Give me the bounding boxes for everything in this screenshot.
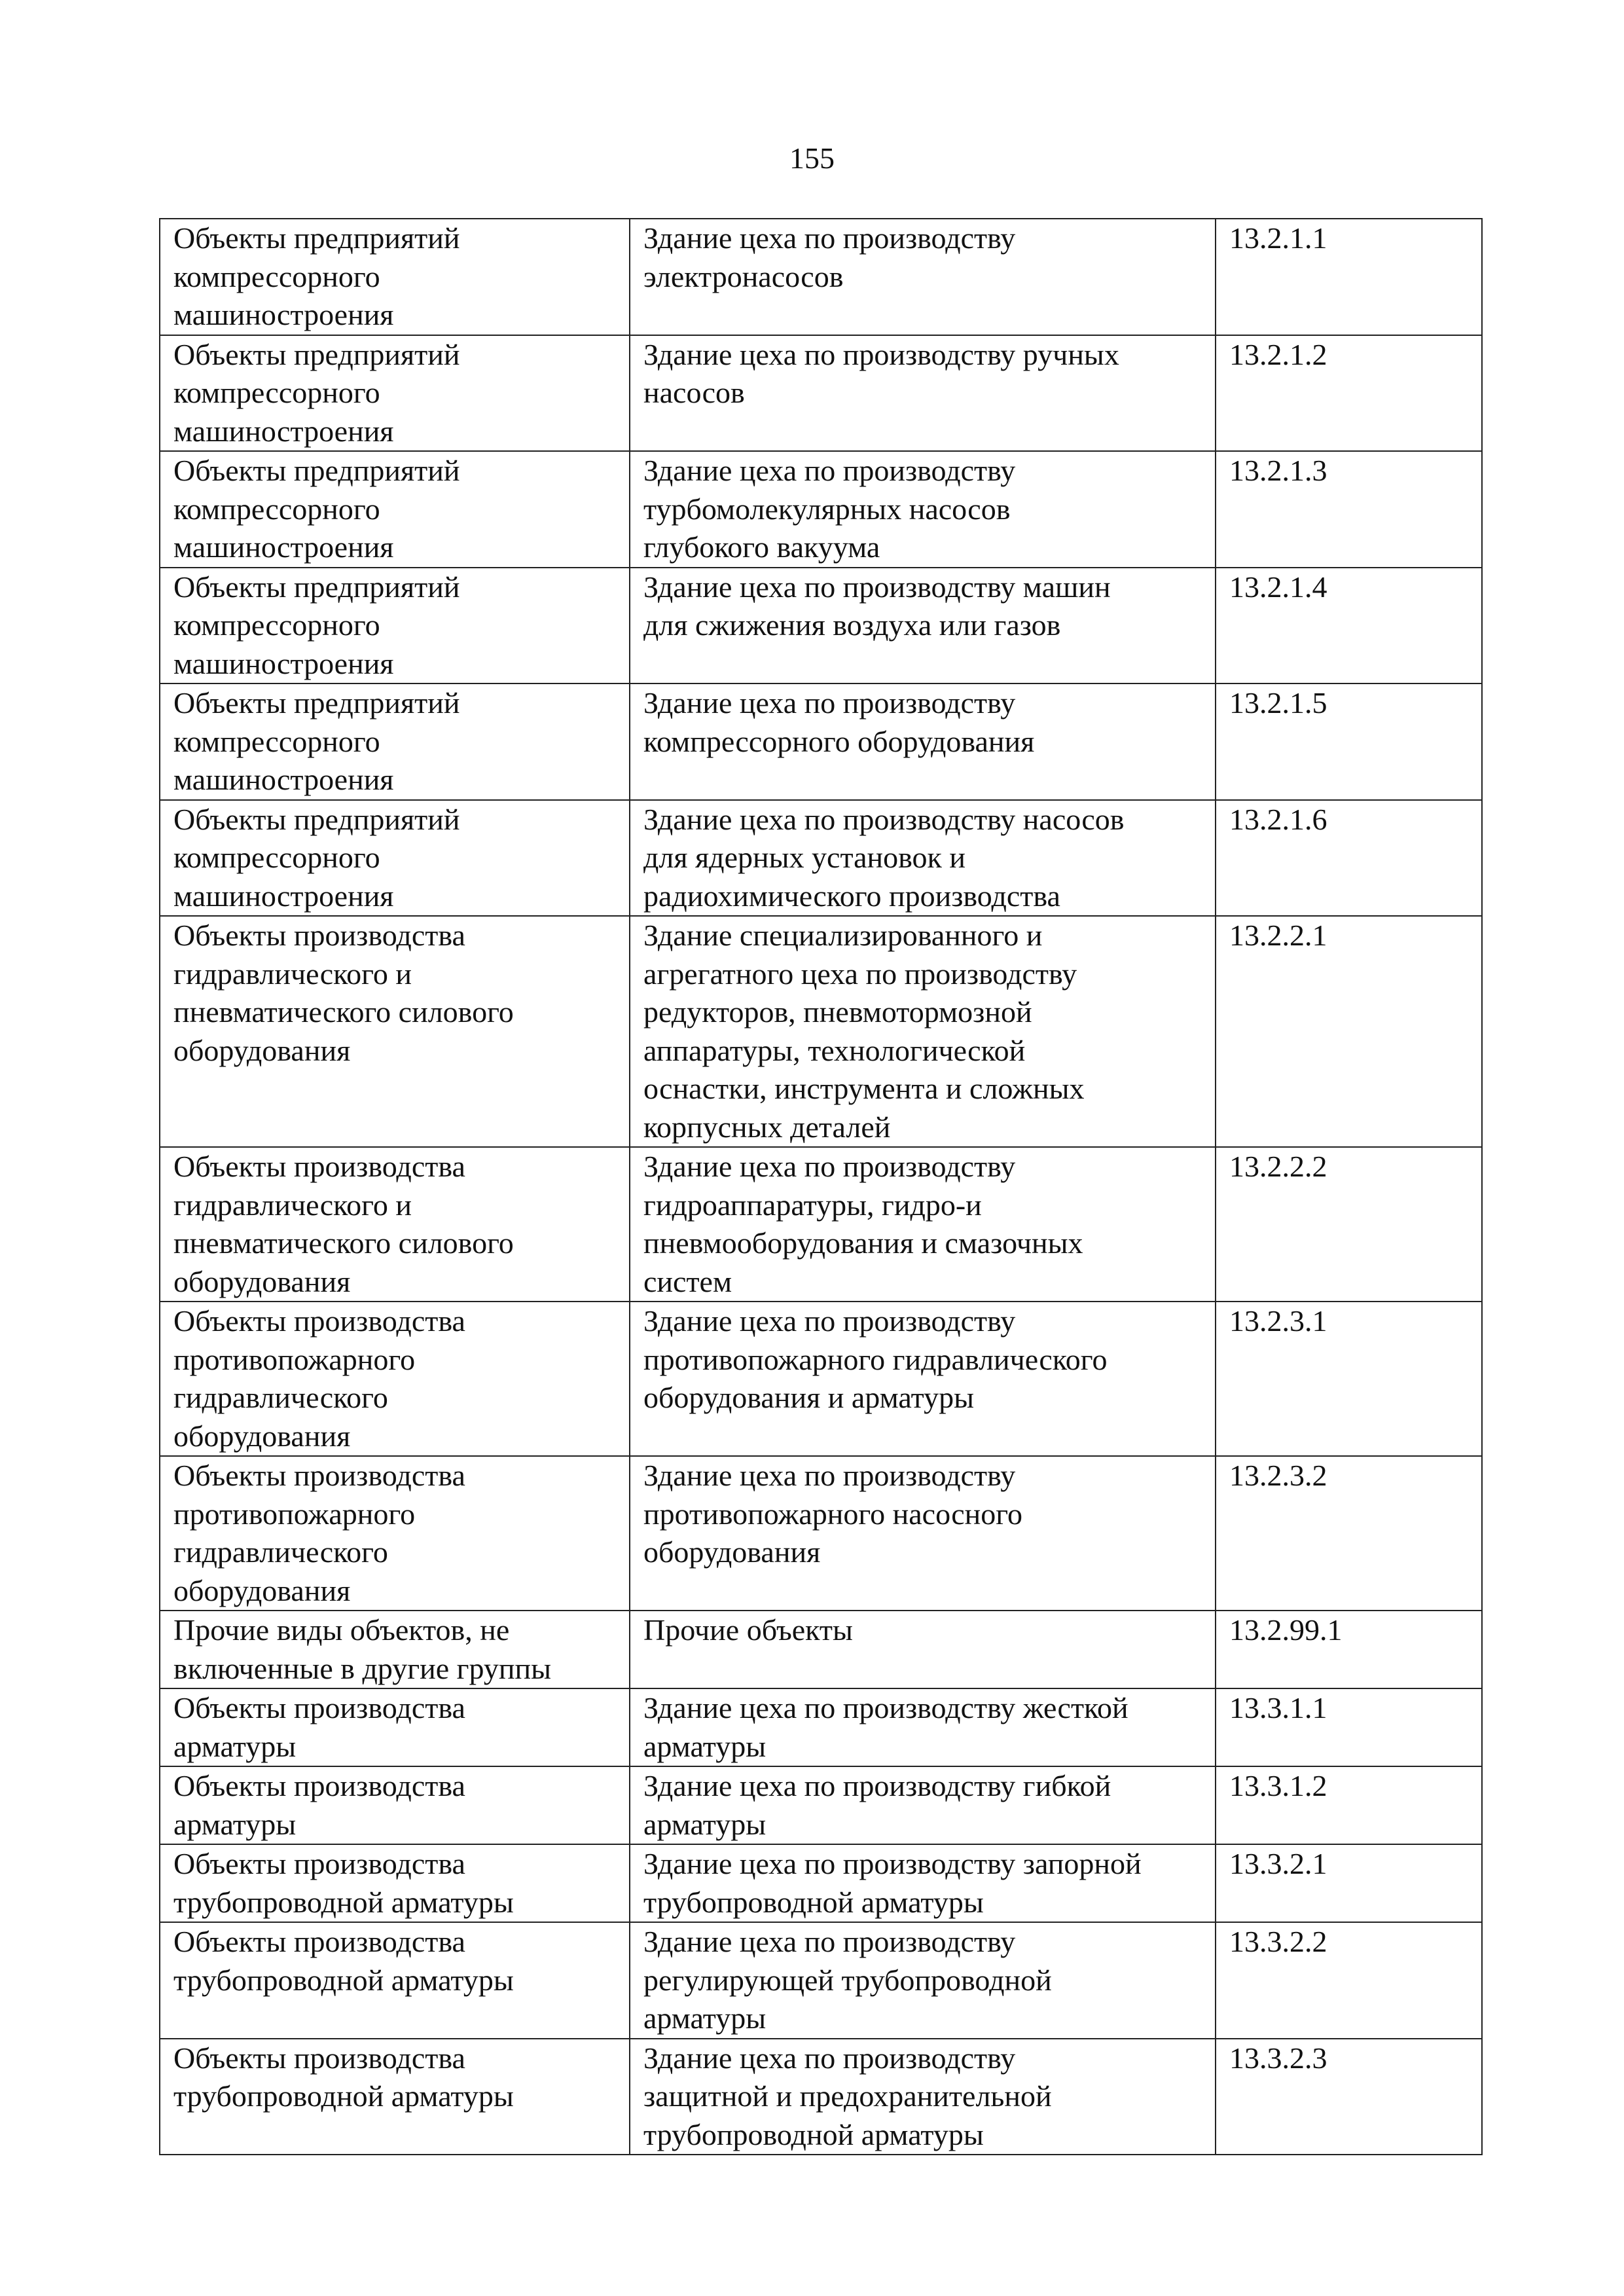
group-text: Объекты производства трубопроводной арматуры — [173, 1925, 514, 1997]
group-text: Объекты производства противопожарного гидравлического оборудования — [173, 1459, 465, 1607]
group-text: Объекты производства гидравлического и пневматического силового оборудования — [173, 1150, 514, 1298]
code-text: 13.3.2.1 — [1229, 1847, 1327, 1880]
object-text: Здание цеха по производству жесткой арматуры — [643, 1691, 1128, 1763]
object-text: Здание специализированного и агрегатного цеха по производству редукторов, пневмотормозной аппаратуры, технологической оснастки, инструмента и сложных корпусных деталей — [643, 919, 1085, 1144]
group-cell — [160, 1688, 630, 1766]
code-text: 13.2.1.3 — [1229, 454, 1327, 487]
table-row — [160, 1688, 1482, 1766]
code-cell — [1216, 683, 1482, 800]
object-cell — [630, 916, 1216, 1147]
code-cell — [1216, 1611, 1482, 1688]
code-cell — [1216, 335, 1482, 452]
code-text: 13.3.1.2 — [1229, 1769, 1327, 1802]
code-text: 13.3.2.3 — [1229, 2041, 1327, 2075]
table-row — [160, 916, 1482, 1147]
group-cell — [160, 335, 630, 452]
code-cell — [1216, 1302, 1482, 1456]
object-cell — [630, 1456, 1216, 1611]
page-number: 155 — [789, 141, 835, 175]
code-text: 13.2.1.5 — [1229, 686, 1327, 720]
group-cell — [160, 451, 630, 568]
code-text: 13.3.1.1 — [1229, 1691, 1327, 1724]
table-row — [160, 1456, 1482, 1611]
group-cell — [160, 683, 630, 800]
code-text: 13.2.3.2 — [1229, 1459, 1327, 1492]
group-cell — [160, 2039, 630, 2155]
group-text: Объекты производства трубопроводной арматуры — [173, 1847, 514, 1919]
code-cell — [1216, 1688, 1482, 1766]
object-text: Здание цеха по производству электронасосов — [643, 221, 1016, 293]
object-cell — [630, 1611, 1216, 1688]
code-cell — [1216, 451, 1482, 568]
code-text: 13.2.2.2 — [1229, 1150, 1327, 1183]
code-text: 13.2.1.6 — [1229, 802, 1327, 836]
code-cell — [1216, 568, 1482, 684]
object-text: Здание цеха по производству регулирующей трубопроводной арматуры — [643, 1925, 1052, 2035]
code-cell — [1216, 1147, 1482, 1302]
code-cell — [1216, 2039, 1482, 2155]
code-text: 13.3.2.2 — [1229, 1925, 1327, 1958]
code-text: 13.2.3.1 — [1229, 1304, 1327, 1338]
table-row — [160, 219, 1482, 335]
object-text: Прочие объекты — [643, 1613, 853, 1647]
group-cell — [160, 1147, 630, 1302]
code-cell — [1216, 1456, 1482, 1611]
object-text: Здание цеха по производству компрессорного оборудования — [643, 686, 1035, 758]
object-text: Здание цеха по производству турбомолекулярных насосов глубокого вакуума — [643, 454, 1016, 564]
group-cell — [160, 1922, 630, 2039]
group-text: Объекты предприятий компрессорного машиностроения — [173, 686, 460, 796]
table-row — [160, 335, 1482, 452]
table-row — [160, 1922, 1482, 2039]
group-text: Объекты производства противопожарного гидравлического оборудования — [173, 1304, 465, 1453]
table-row — [160, 683, 1482, 800]
object-cell — [630, 1147, 1216, 1302]
object-text: Здание цеха по производству противопожарного гидравлического оборудования и арматуры — [643, 1304, 1108, 1414]
group-cell — [160, 1766, 630, 1844]
group-text: Объекты производства арматуры — [173, 1691, 465, 1763]
group-text: Объекты предприятий компрессорного машиностроения — [173, 454, 460, 564]
object-cell — [630, 335, 1216, 452]
code-cell — [1216, 1922, 1482, 2039]
code-text: 13.2.2.1 — [1229, 919, 1327, 952]
group-text: Объекты производства трубопроводной арматуры — [173, 2041, 514, 2113]
group-cell — [160, 916, 630, 1147]
table-row — [160, 1844, 1482, 1922]
table-row — [160, 2039, 1482, 2155]
group-cell — [160, 800, 630, 917]
table-row — [160, 451, 1482, 568]
code-cell — [1216, 916, 1482, 1147]
group-cell — [160, 219, 630, 335]
object-cell — [630, 800, 1216, 917]
object-cell — [630, 1922, 1216, 2039]
table-row — [160, 1147, 1482, 1302]
table-row — [160, 800, 1482, 917]
object-text: Здание цеха по производству защитной и предохранительной трубопроводной арматуры — [643, 2041, 1052, 2151]
object-cell — [630, 1766, 1216, 1844]
group-cell — [160, 1611, 630, 1688]
object-text: Здание цеха по производству ручных насосов — [643, 337, 1119, 409]
group-text: Объекты предприятий компрессорного машиностроения — [173, 570, 460, 680]
object-cell — [630, 568, 1216, 684]
code-text: 13.2.1.2 — [1229, 337, 1327, 371]
code-cell — [1216, 1844, 1482, 1922]
code-cell — [1216, 800, 1482, 917]
object-cell — [630, 1844, 1216, 1922]
object-text: Здание цеха по производству запорной трубопроводной арматуры — [643, 1847, 1142, 1919]
group-text: Объекты предприятий компрессорного машиностроения — [173, 221, 460, 331]
group-cell — [160, 1456, 630, 1611]
group-text: Объекты производства гидравлического и пневматического силового оборудования — [173, 919, 514, 1067]
code-text: 13.2.1.1 — [1229, 221, 1327, 255]
group-text: Объекты предприятий компрессорного машиностроения — [173, 802, 460, 913]
object-cell — [630, 2039, 1216, 2155]
object-cell — [630, 683, 1216, 800]
code-text: 13.2.1.4 — [1229, 570, 1327, 604]
table-row — [160, 1302, 1482, 1456]
object-cell — [630, 1688, 1216, 1766]
object-text: Здание цеха по производству машин для сжижения воздуха или газов — [643, 570, 1111, 642]
table-row — [160, 568, 1482, 684]
classification-table — [159, 218, 1483, 2155]
code-text: 13.2.99.1 — [1229, 1613, 1343, 1647]
group-text: Объекты производства арматуры — [173, 1769, 465, 1841]
group-cell — [160, 1302, 630, 1456]
group-cell — [160, 1844, 630, 1922]
table-row — [160, 1611, 1482, 1688]
object-cell — [630, 1302, 1216, 1456]
object-cell — [630, 219, 1216, 335]
code-cell — [1216, 1766, 1482, 1844]
object-text: Здание цеха по производству насосов для ядерных установок и радиохимического производства — [643, 802, 1125, 913]
object-cell — [630, 451, 1216, 568]
code-cell — [1216, 219, 1482, 335]
table-row — [160, 1766, 1482, 1844]
object-text: Здание цеха по производству гибкой арматуры — [643, 1769, 1111, 1841]
group-cell — [160, 568, 630, 684]
object-text: Здание цеха по производству противопожарного насосного оборудования — [643, 1459, 1022, 1569]
object-text: Здание цеха по производству гидроаппаратуры, гидро-и пневмооборудования и смазочных систем — [643, 1150, 1083, 1298]
group-text: Прочие виды объектов, не включенные в другие группы — [173, 1613, 552, 1685]
group-text: Объекты предприятий компрессорного машиностроения — [173, 337, 460, 448]
